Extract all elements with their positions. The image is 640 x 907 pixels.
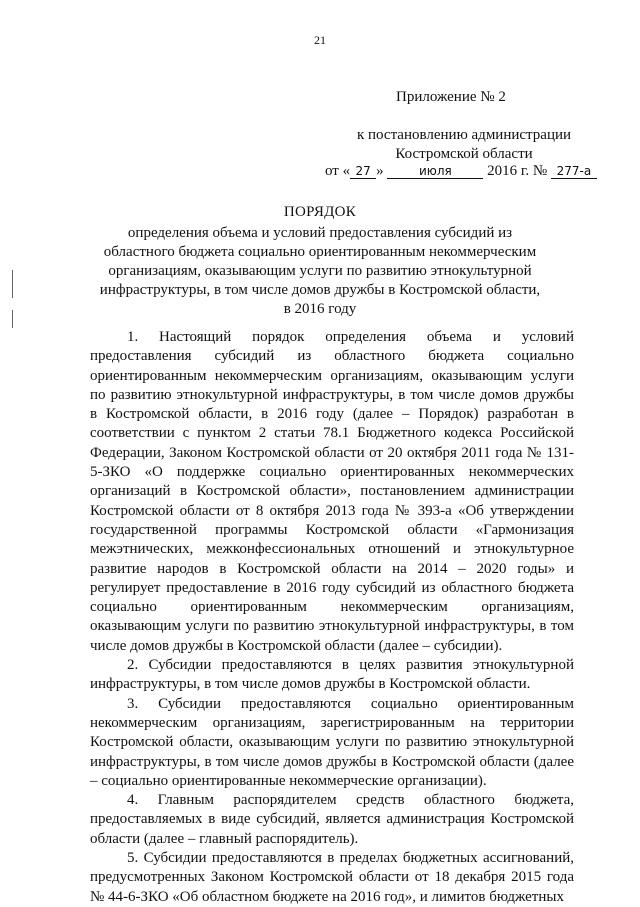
appendix-reference-line: к постановлению администрации	[356, 127, 572, 143]
page-number: 21	[314, 33, 326, 47]
paragraph-4: 4. Главным распорядителем средств областного бюджета, предоставляемых в виде субсидий, является администрация Костромской области (далее – главный распорядитель).	[90, 792, 574, 847]
appendix-reference-line: Костромской области	[395, 146, 533, 162]
appendix-title: Приложение № 2	[396, 89, 506, 105]
scan-margin-mark	[12, 270, 13, 298]
date-day: 27	[350, 164, 376, 179]
date-month: июля	[387, 164, 483, 179]
document-title: ПОРЯДОК	[283, 204, 357, 220]
date-year: 2016 г. №	[487, 163, 548, 179]
paragraph-1: 1. Настоящий порядок определения объема и условий предоставления субсидий из областного бюджета социально ориентированным некоммерческим организациям, оказывающим услуги по развитию этнокультурной инфраструктуры, в том числе домов дружбы в Костромской области, в 2016 году (далее – Порядок) разработан в соответствии с пунктом 2 статьи 78.1 Бюджетного кодекса Российской Федерации, Законом Костромской области от 20 октября 2011 года № 131-5-ЗКО «О поддержке социально ориентированных некоммерческих организаций в Костромской области», постановлением администрации Костромской области от 8 октября 2013 года № 393-а «Об утверждении государственной программы Костромской области «Гармонизация межэтнических, межконфессиональных отношений и этнокультурное развитие народов в Костромской области на 2014 – 2020 годы» и регулирует предоставление в 2016 году субсидий из областного бюджета социально ориентированным некоммерческим организациям, оказывающим услуги по развитию этнокультурной инфраструктуры, в том числе домов дружбы в Костромской области (далее – субсидии).	[90, 329, 574, 654]
document-body	[90, 328, 574, 907]
paragraph-2: 2. Субсидии предоставляются в целях развития этнокультурной инфраструктуры, в том числе домов дружбы в Костромской области.	[90, 657, 574, 693]
appendix-reference	[349, 126, 579, 164]
date-prefix: от «	[325, 163, 351, 179]
document-number: 277-а	[551, 164, 597, 179]
paragraph-5: 5. Субсидии предоставляются в пределах бюджетных ассигнований, предусмотренных Законом Костромской области от 18 декабря 2015 года № 44-6-ЗКО «Об областном бюджете на 2016 год», и лимитов бюджетных	[90, 850, 574, 905]
appendix-date-line	[325, 163, 597, 180]
scan-margin-mark	[12, 310, 13, 328]
paragraph-3: 3. Субсидии предоставляются социально ориентированным некоммерческим организациям, зарегистрированным на территории Костромской области, оказывающим услуги по развитию этнокультурной инфраструктуры, в том числе домов дружбы в Костромской области (далее – социально ориентированные некоммерческие организации).	[90, 695, 574, 789]
date-quote: »	[376, 163, 384, 179]
document-subtitle: определения объема и условий предоставления субсидий из областного бюджета социально ориентированным некоммерческим организациям, оказывающим услуги по развитию этнокультурной инфраструктуры, в том числе домов дружбы в Костромской области, в 2016 году	[99, 225, 541, 317]
